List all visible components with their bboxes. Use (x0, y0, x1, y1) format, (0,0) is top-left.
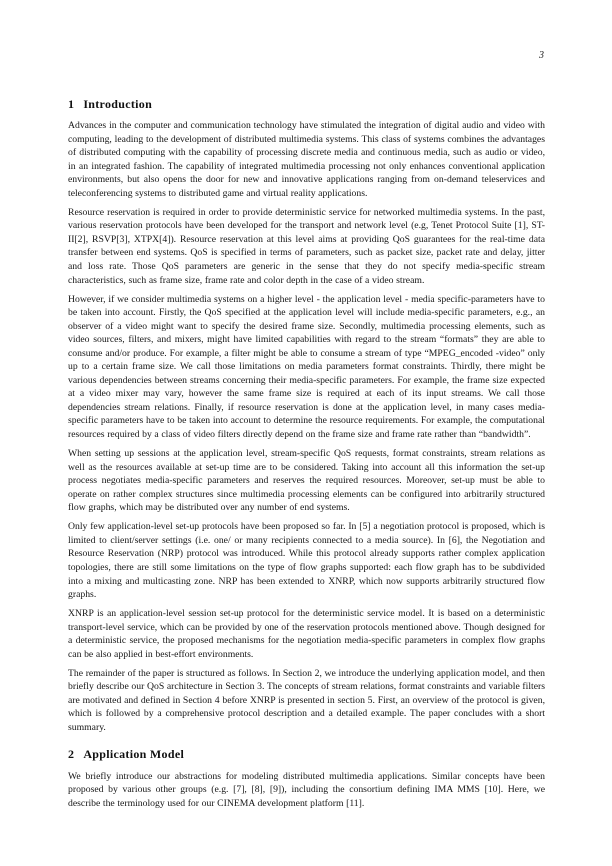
paragraph: However, if we consider multimedia systems on a higher level - the application level - media specific-parameters have to be taken into account. Firstly, the QoS specified at the application level will include media-specific parameters, e.g., an observer of a video might want to specify the desired frame size. Secondly, multimedia processing elements, such as video sources, filters, and mixers, might have limited capabilities with regard to the stream “formats” they are able to consume and/or produce. For example, a filter might be able to consume a stream of type “MPEG_encoded -video” only up to a certain frame size. We call those limitations on media parameters format constraints. Thirdly, there might be various dependencies between streams concerning their media-specific parameters. For example, the frame size expected at a video mixer may vary, however the same frame size is required at each of its input streams. We call those dependencies stream relations. Finally, if resource reservation is done at the application level, in many cases media-specific parameters have to be taken into account to determine the resource requirements. For example, the computational resources required by a class of video filters directly depend on the frame size and frame rate rather than “bandwidth”. (68, 293, 545, 441)
paragraph: When setting up sessions at the application level, stream-specific QoS requests, format constraints, stream relations as well as the resources available at set-up time are to be considered. Taking into account all this information the set-up process negotiates media-specific parameters and reserves the required resources. Moreover, set-up must be able to operate on rather complex structures since multimedia processing elements can be configured into arbitrarily structured flow graphs, which may be distributed over any number of end systems. (68, 448, 545, 514)
paragraph: Resource reservation is required in order to provide deterministic service for networked multimedia systems. In the past, various reservation protocols have been developed for the transport and network level (e.g, Tenet Protocol Suite [1], ST-II[2], RSVP[3], XTPX[4]). Resource reservation at this level aims at providing QoS guarantees for the real-time data transfer between end systems. QoS is specified in terms of parameters, such as packet size, packet rate and delay, jitter and loss rate. Those QoS parameters are generic in the sense that they do not specify media-specific stream characteristics, such as frame size, frame rate and color depth in the case of a video stream. (68, 206, 545, 286)
page-number: 3 (539, 50, 544, 61)
paragraph: XNRP is an application-level session set-up protocol for the deterministic service model. It is based on a deterministic transport-level service, which can be provided by one of the reservation protocols mentioned above. Though designed for a deterministic service, the proposed mechanisms for the negotiation media-specific parameters in complex flow graphs can be also applied in best-effort environments. (68, 608, 545, 660)
section-heading-introduction (68, 97, 545, 111)
page-content (68, 97, 545, 816)
section-heading-application-model (68, 747, 545, 761)
section-title: Application Model (83, 746, 185, 761)
section-title: Introduction (83, 97, 153, 111)
section-application-model (68, 747, 545, 811)
section-number: 2 (68, 746, 75, 761)
paragraph: The remainder of the paper is structured as follows. In Section 2, we introduce the underlying application model, and then briefly describe our QoS architecture in Section 3. The concepts of stream relations, format constraints and variable filters are motivated and defined in Section 4 before XNRP is presented in section 5. First, an overview of the protocol is given, which is followed by a comprehensive protocol description and a detailed example. The paper concludes with a short summary. (68, 667, 545, 733)
section-number: 1 (68, 97, 75, 111)
paragraph: We briefly introduce our abstractions for modeling distributed multimedia applications. Similar concepts have been proposed by various other groups (e.g. [7], [8], [9]), including the consortium defining IMA MMS [10]. Here, we describe the terminology used for our CINEMA development platform [11]. (68, 770, 545, 809)
paragraph: Advances in the computer and communication technology have stimulated the integration of digital audio and video with computing, leading to the development of distributed multimedia systems. This class of systems combines the advantages of distributed computing with the capability of processing discrete media and continuous media, such as audio or video, in an integrated fashion. The capability of integrated multimedia processing not only enhances conventional application environments, but also opens the door for new and innovative applications ranging from on-demand teleservices and teleconferencing systems to distributed game and virtual reality applications. (68, 120, 545, 199)
paragraph: Only few application-level set-up protocols have been proposed so far. In [5] a negotiation protocol is proposed, which is limited to client/server settings (i.e. one/ or many recipients connected to a media source). In [6], the Negotiation and Resource Reservation (NRP) protocol was introduced. While this protocol already supports rather complex application topologies, there are still some limitations on the type of flow graphs supported: each flow graph has to be subdivided into a mixing and multicasting zone. NRP has been extended to XNRP, which now supports arbitrarily structured flow graphs. (68, 521, 545, 601)
section-introduction (68, 97, 545, 735)
